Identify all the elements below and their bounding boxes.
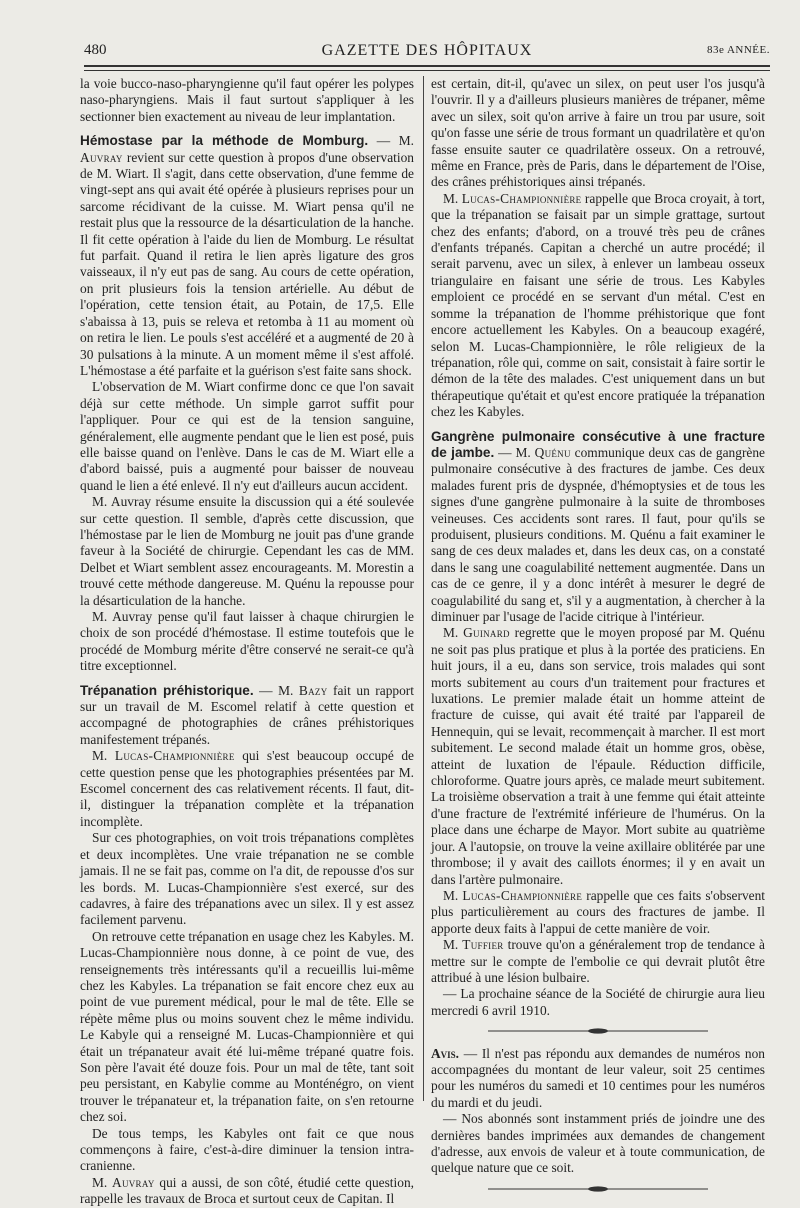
paragraph	[80, 748, 414, 830]
column-divider	[423, 76, 424, 1101]
page-header	[84, 40, 770, 66]
paragraph	[431, 191, 765, 421]
ornamental-rule-end	[431, 1181, 765, 1197]
section-title: Hémostase par la méthode de Momburg.	[80, 133, 369, 149]
prefix: M.	[443, 887, 463, 903]
prefix: M.	[443, 190, 462, 206]
paragraph: la voie bucco-naso-pharyngienne qu'il faut opérer les polypes naso-pharyngiens. Mais il faut surtout s'appliquer à les sectionner bien exactement au niveau de leur implantation.	[80, 76, 414, 124]
prefix: M.	[92, 748, 115, 764]
prefix: M.	[92, 1174, 112, 1190]
ornamental-rule	[431, 1023, 765, 1039]
paragraph	[431, 937, 765, 986]
author-name: Auvray	[111, 1174, 155, 1190]
journal-title: GAZETTE DES HÔPITAUX	[321, 42, 533, 59]
author-name: Tuffier	[462, 937, 504, 953]
dash: — M.	[253, 682, 299, 698]
prefix: M.	[443, 625, 464, 641]
dash: — M.	[494, 444, 535, 460]
paragraph: — La prochaine séance de la Société de chirurgie aura lieu mercredi 6 avril 1910.	[431, 986, 765, 1018]
notice-paragraph	[431, 1046, 765, 1112]
paragraph-text: rappelle que Broca croyait, à tort, que la trépanation se faisait par un simple grattage, surtout chez des enfants; d'abord, on a trouvé très peu de crânes d'enfants trépanés. Capitan a cherché un autre procédé; il serait parvenu, avec un silex, à enlever un lambeau osseux triangulaire en faisant une série de trous. Les Kabyles emploient ce procédé en se servant d'un métal. C'est en somme la trépanation de l'homme préhistorique que font encore actuellement les Kabyles. On a beaucoup exagéré, selon M. Lucas-Championnière, le rôle religieux de la trépanation, rôle qui, comme on sait, consistait à faire sortir le démon de la tête des malades. C'est uniquement dans un but thérapeutique qu'était et qu'est encore pratiquée la trépanation chez les Kabyles.	[431, 190, 765, 420]
author-name: Lucas-Championnière	[114, 748, 235, 764]
notice-label: Avis.	[431, 1045, 460, 1061]
paragraph: L'observation de M. Wiart confirme donc ce que l'on savait déjà sur cette méthode. Un simple garrot suffit pour l'appliquer. Pour ce qui est de la tension sanguine, généralement, elle augmente pendant que le lien est posé, puis elle baisse quand on l'enlève. Dans le cas de M. Wiart elle a d'abord baissé, puis a augmenté pour baisser de nouveau quand le lien a été enlevé. Il n'y eut d'ailleurs aucun accident.	[80, 379, 414, 493]
author-name: Lucas-Championnière	[461, 190, 582, 206]
section-text: fait un rapport sur un travail de M. Escomel relatif à cette question et accompagné de photographies de crânes préhistoriques manifestement trépanés.	[80, 682, 414, 747]
section-text: revient sur cette question à propos d'une observation de M. Wiart. Il s'agit, dans cette observation, d'une femme de vingt-sept ans qui avait été opérée à plusieurs reprises pour un sarcome récidivant de la cuisse. M. Wiart pensa qu'il ne restait plus que la ressource de la désarticulation de la hanche. Il fit cette opération à l'aide du lien de Momburg. Le résultat fut parfait. Quand il retira le lien après ligature des gros vaisseaux, il n'y eut pas de sang. Au cours de cette opération, on prit plusieurs fois la tension artérielle. Au début de l'opération, cette tension était, au Potain, de 17,5. Elle s'abaissa à 13, puis se releva et retomba à 11 au moment où on retira le lien. Le pouls s'est accéléré et a augmenté de 20 à 30 pulsations à la minute. A un moment même il s'est affolé. L'hémostase a été parfaite et la guérison s'est faite sans shock.	[80, 149, 414, 378]
prefix: M.	[443, 937, 463, 953]
author-name: Quénu	[534, 444, 571, 460]
author-name: Bazy	[298, 682, 328, 698]
paragraph-text: trouve qu'on a généralement trop de tendance à mettre sur le compte de l'embolie ce qui devrait plutôt être attribué à une lésion bulbaire.	[431, 937, 765, 985]
page-number: 480	[84, 42, 107, 58]
paragraph	[431, 625, 765, 888]
paragraph	[80, 1175, 414, 1208]
paragraph: M. Auvray résume ensuite la discussion qui a été soulevée sur cette question. Il semble, d'après cette discussion, que l'hémostase par le lien de Momburg ne jouit pas d'une grande faveur à la Société de chirurgie. Cependant les cas de MM. Delbet et Wiart semblent assez encourageants. M. Morestin a trouvé cette méthode dangereuse. M. Quénu la repousse pour la désarticulation de la hanche.	[80, 494, 414, 608]
right-column	[431, 76, 765, 1203]
paragraph-text: rappelle que ces faits s'observent plus particulièrement au cours des fractures de jambe. Il apporte deux faits à l'appui de cette manière de voir.	[431, 887, 765, 936]
ornament-divider-icon	[488, 1027, 708, 1035]
paragraph	[431, 888, 765, 937]
paragraph-text: qui a aussi, de son côté, étudié cette question, rappelle les travaux de Broca et surtout ceux de Capitan. Il	[80, 1174, 414, 1207]
dash: — M.	[368, 133, 414, 149]
section-title: Trépanation préhistorique.	[80, 682, 254, 698]
year-label: 83e ANNÉE.	[706, 44, 770, 56]
paragraph: M. Auvray pense qu'il faut laisser à chaque chirurgien le choix de son procédé d'hémostase. Il estime toutefois que le procédé de Momburg mérite d'être conservé ne serait-ce qu'à titre exceptionnel.	[80, 609, 414, 674]
left-column	[80, 76, 414, 1208]
paragraph: Sur ces photographies, on voit trois trépanations complètes et deux incomplètes. Une vraie trépanation ne se comble jamais. Il ne se fait pas, comme on l'a dit, de repousse d'os sur les bords. M. Lucas-Championnière s'est exercé, sur des cadavres, à faire des trépanations avec un silex. Il y est assez facilement parvenu.	[80, 830, 414, 928]
section-text: communique deux cas de gangrène pulmonaire consécutive à des fractures de jambe. Ces deux malades furent pris de dyspnée, d'hémoptysies et de tous les signes d'une gangrène pulmonaire à la suite de thromboses veineuses. Ces accidents sont rares. Il faut, pour qu'ils se produisent, plusieurs conditions. M. Quénu a fait examiner le sang de ces deux malades et, dans les deux cas, on a constaté dans le sang une coagulabilité nettement augmentée. Dans un cas de ce genre, il y a donc intérêt à mesurer le degré de coagulabilité du sang et, s'il y a augmentation, à chercher à la diminuer par l'usage de l'acide citrique à l'intérieur.	[431, 444, 765, 624]
paragraph: On retrouve cette trépanation en usage chez les Kabyles. M. Lucas-Championnière nous donne, à ce point de vue, des renseignements très intéressants qu'il a recueillis lui-même chez les Kabyles. La trépanation se fait encore chez eux au point de vue purement médical, pour le mal de tête. Elle se répète même plus ou moins souvent chez le même individu. Le Kabyle qui a renseigné M. Lucas-Championnière et qui était un trépanateur avait été lui-même trépané quatre fois. Son père l'avait été douze fois. Pour un mal de tête, tant soit peu persistant, en Kabylie comme au Monténégro, on vient trouver le trépanateur et, la trépanation faite, on s'en retourne chez soi.	[80, 928, 414, 1125]
paragraph-text: qui s'est beaucoup occupé de cette question pense que les photographies présentées par M. Escomel concernent des cas relativement récents. Il faut, dit-il, distinguer la trépanation complète et la trépanation incomplète.	[80, 748, 414, 829]
paragraph-text: regrette que le moyen proposé par M. Quénu ne soit pas plus pratique et plus à la portée des praticiens. En huit jours, il a eu, dans son service, trois malades qui sont morts subitement au cours d'un traitement pour fractures et luxations. Le premier malade était un homme atteint de fracture de cuisse, qui avait été traité par l'appareil de Hennequin, qui se levait, recommençait à marcher. Il est mort subitement. Le second malade était un homme gros, obèse, atteint de luxation de l'épaule. Réduction difficile, chloroforme. Quatre jours après, ce malade meurt subitement. La troisième observation a trait à une femme qui était atteinte d'une fracture de l'extrémité inférieure de l'humérus. On la place dans une écharpe de Mayor. Mort subite au quatrième jour. A l'autopsie, on trouve la veine axillaire oblitérée par une thrombose; il y avait des caillots énormes; il y en avait un dans l'artère pulmonaire.	[431, 625, 765, 887]
ornament-divider-icon	[488, 1185, 708, 1193]
section-title: Gangrène pulmonaire consécutive à une fracture de jambe.	[431, 428, 765, 460]
paragraph: — Nos abonnés sont instamment priés de joindre une des dernières bandes imprimées aux demandes de changement d'adresse, aux envois de valeur et à toute communication, de quelque nature que ce soit.	[431, 1111, 765, 1176]
author-name: Lucas-Championnière	[462, 887, 583, 903]
paragraph: De tous temps, les Kabyles ont fait ce que nous commençons à faire, c'est-à-dire diminuer la tension intra-cranienne.	[80, 1125, 414, 1174]
notice-text: — Il n'est pas répondu aux demandes de numéros non accompagnées du montant de leur valeur, soit 25 centimes pour les numéros du samedi et 10 centimes pour les numéros du mardi et du jeudi.	[431, 1045, 765, 1110]
author-name: Auvray	[80, 149, 123, 165]
paragraph: est certain, dit-il, qu'avec un silex, on peut user l'os jusqu'à l'ouvrir. Il y a d'ailleurs plusieurs manières de trépaner, même avec un silex, soit qu'on arrive à faire un trou par usure, soit qu'on fasse une série de trous formant un quadrilatère et qu'on fasse ensuite sauter ce quadrilatère osseux. On a retrouvé, même en France, près de Paris, dans le département de l'Oise, des crânes préhistoriques ainsi trépanés.	[431, 76, 765, 190]
header-rule-thick	[84, 65, 770, 67]
header-rule-thin	[84, 70, 770, 71]
author-name: Guinard	[463, 625, 510, 641]
